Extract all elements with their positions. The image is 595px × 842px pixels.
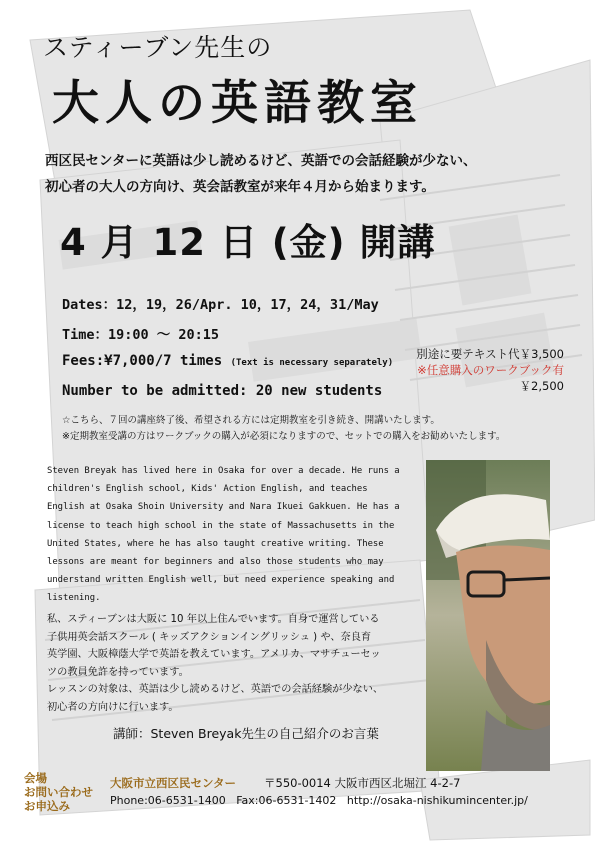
bio-jp-line: 子供用英会話スクール ( キッズアクションイングリッシュ ) や、奈良育 — [47, 631, 372, 643]
intro-line-1: 西区民センターに英語は少し読めるけど、英語での会話経験が少ない、 — [45, 153, 477, 169]
teacher-photo — [426, 460, 550, 771]
footer-label-inquiry: お問い合わせ — [24, 785, 93, 799]
footer-label-apply: お申込み — [24, 799, 70, 813]
start-date: 4 月 12 日 (金) 開講 — [60, 221, 436, 264]
bio-jp-line: ツの教員免許を持っています。 — [47, 666, 189, 678]
venue-name: 大阪市立西区民センター — [110, 776, 237, 790]
fees-line — [62, 353, 393, 369]
workbook-price: ￥2,500 — [519, 379, 564, 393]
phone-number: Phone:06-6531-1400 — [110, 794, 226, 807]
time-line: Time：19:00 ～ 20:15 — [62, 327, 220, 343]
dates-line: Dates：12，19，26/Apr. 10，17，24，31/May — [62, 297, 379, 313]
teacher-caption: 講師：Steven Breyak先生の自己紹介のお言葉 — [113, 726, 379, 741]
bio-japanese — [47, 611, 419, 717]
bio-english: Steven Breyak has lived here in Osaka for over a decade. He runs a children's English school, Kids' Action English, and teaches English at Osaka Shoin University and Nara Ikuei Gakkuen. He has a license to teach high school in the state of Massachusetts in the United States, where he has also taught creative writing. These lessons are meant for beginners and also those students who may understand written English well, but need experience speaking and listening. — [47, 466, 400, 604]
footer-label-venue: 会場 — [24, 771, 47, 785]
continuation-note: ☆こちら、７回の講座終了後、希望される方には定期教室を引き続き、開講いたします。 — [62, 415, 440, 426]
bio-jp-line: 英学園、大阪樟蔭大学で英語を教えています。アメリカ、マサチューセッ — [47, 649, 381, 661]
workbook-note: ※任意購入のワークブック有 — [417, 363, 564, 377]
page-title: 大人の英語教室 — [52, 76, 423, 131]
admitted-line: Number to be admitted: 20 new students — [62, 383, 383, 399]
text-price-note: 別途に要テキスト代￥3,500 — [416, 347, 564, 361]
intro-line-2: 初心者の大人の方向け、英会話教室が来年４月から始まります。 — [45, 179, 435, 195]
bio-jp-line: 私、スティーブンは大阪に 10 年以上住んでいます。自身で運営している — [47, 614, 380, 625]
fax-number: Fax:06-6531-1402 — [236, 794, 337, 807]
bio-jp-line: 初心者の方向けに行います。 — [47, 701, 179, 713]
bio-jp-line: レッスンの対象は、英語は少し読めるけど、英語での会話経験が少ない、 — [47, 684, 384, 696]
venue-address: 〒550-0014 大阪市西区北堀江 4-2-7 — [264, 776, 461, 790]
website-link[interactable]: http://osaka-nishikumincenter.jp/ — [346, 794, 528, 807]
fees-note: (Text is necessary separately) — [230, 358, 394, 368]
fees-value: Fees:¥7,000/7 times — [62, 353, 223, 369]
contact-info — [110, 794, 528, 807]
subtitle: スティーブン先生の — [43, 33, 273, 62]
workbook-required-note: ※定期教室受講の方はワークブックの購入が必須になりますので、セットでの購入をお勧めいたします。 — [62, 431, 506, 442]
